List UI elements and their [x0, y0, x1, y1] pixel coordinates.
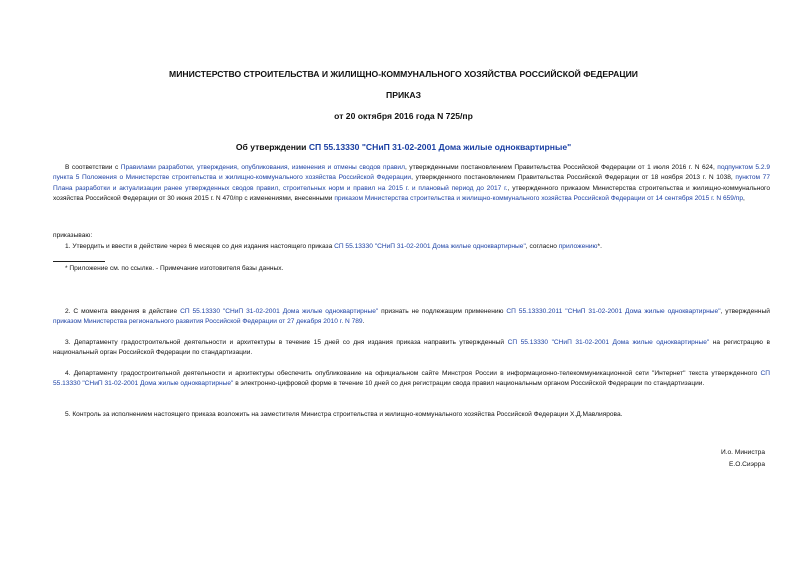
item1-sp-link[interactable]: СП 55.13330 "СНиП 31-02-2001 Дома жилые одноквартирные" [334, 243, 526, 250]
appendix-link[interactable]: приложению [558, 243, 598, 250]
ministry-title: МИНИСТЕРСТВО СТРОИТЕЛЬСТВА И ЖИЛИЩНО-КОММУНАЛЬНОГО ХОЗЯЙСТВА РОССИЙСКОЙ ФЕДЕРАЦИИ [169, 69, 638, 79]
item1-text-2: , согласно [525, 243, 559, 250]
minregion-order-link[interactable]: приказом Министерства регионального развития Российской Федерации от 27 декабря 2010 г. N 789 [53, 318, 363, 326]
order-date: от 20 октября 2016 года N 725/пр [334, 111, 473, 121]
item2-sp-link[interactable]: СП 55.13330 "СНиП 31-02-2001 Дома жилые одноквартирные" [180, 308, 379, 315]
order-subject [0, 142, 807, 152]
item2-text-1: 2. С момента введения в действие [65, 308, 181, 315]
preamble-text-2: , утвержденными постановлением Правительства Российской Федерации от 1 июля 2016 г. N 624, [404, 164, 718, 171]
orders-word: приказываю: [53, 232, 93, 239]
preamble-text-1: В соответствии с [65, 164, 121, 171]
preamble-paragraph [53, 163, 770, 205]
plan-link[interactable]: пунктом 77 Плана разработки и актуализации ранее утвержденных сводов правил, строительных норм и правил на 2015 г. и плановый период до 2017 г. [53, 174, 771, 192]
item-5-paragraph: 5. Контроль за исполнением настоящего приказа возложить на заместителя Министра строительства и жилищно-коммунального хозяйства Российской Федерации Х.Д.Мавлиярова. [65, 411, 623, 418]
preamble-text-4: , утвержденного приказом Министерства строительства и жилищно-коммунального хозяйства Российской Федерации от 30 июня 2015 г. N 470/пр с изменениями, внесенными [53, 184, 770, 203]
subject-prefix: Об утверждении [235, 142, 309, 152]
footnote-divider [53, 261, 105, 262]
item1-text-1: 1. Утвердить и ввести в действие через 6 месяцев со дня издания настоящего приказа [65, 243, 335, 250]
item2-text-3: , утвержденный [720, 308, 770, 315]
order-heading: ПРИКАЗ [386, 90, 421, 100]
amendment-order-link[interactable]: приказом Министерства строительства и жилищно-коммунального хозяйства Российской Федерации от 14 сентября 2015 г. N 659/пр [334, 195, 744, 203]
item3-text-1: 3. Департаменту градостроительной деятельности и архитектуры в течение 15 дней со дня издания приказа направить утвержденный [65, 339, 508, 346]
item1-text-3: *. [597, 243, 602, 250]
item2-old-sp-link[interactable]: СП 55.13330.2011 "СНиП 31-02-2001 Дома жилые одноквартирные" [506, 308, 721, 315]
signature-name: Е.О.Сиэрра [728, 461, 765, 468]
preamble-text-3: , утвержденного постановлением Правительства Российской Федерации от 18 ноября 2013 г. N 1038, [411, 174, 736, 182]
item-3-paragraph [53, 338, 770, 359]
rules-link[interactable]: Правилами разработки, утверждения, опубликования, изменения и отмены сводов правил [120, 164, 405, 171]
item4-text-1: 4. Департаменту градостроительной деятельности и архитектуры обеспечить опубликование на официальном сайте Минстроя России в информационно-телекоммуникационной сети "Интернет" текста утвержденного [65, 370, 761, 377]
item2-text-4: . [362, 318, 365, 326]
item4-text-2: в электронно-цифровой форме в течение 10 дней со дня регистрации свода правил национальным органом Российской Федерации по стандартизации. [233, 380, 705, 388]
signature-role: И.о. Министра [720, 449, 765, 456]
item3-sp-link[interactable]: СП 55.13330 "СНиП 31-02-2001 Дома жилые одноквартирные" [507, 339, 710, 346]
item-4-paragraph [53, 369, 770, 390]
item-2-paragraph [53, 307, 770, 328]
item3-text-2: на регистрацию в национальный орган Российской Федерации по стандартизации. [53, 339, 770, 357]
footnote: * Приложение см. по ссылке. - Примечание изготовителя базы данных. [65, 265, 284, 272]
regulation-link[interactable]: подпунктом 5.2.9 пункта 5 Положения о Министерстве строительства и жилищно-коммунального хозяйства Российской Федерации [53, 164, 771, 182]
preamble-text-5: , [743, 195, 745, 203]
item2-text-2: признать не подлежащим применению [378, 308, 507, 315]
subject-sp-link[interactable]: СП 55.13330 "СНиП 31-02-2001 Дома жилые одноквартирные" [308, 142, 572, 152]
item-1-paragraph [53, 242, 770, 252]
item4-sp-link[interactable]: СП 55.13330 "СНиП 31-02-2001 Дома жилые одноквартирные" [53, 370, 770, 388]
